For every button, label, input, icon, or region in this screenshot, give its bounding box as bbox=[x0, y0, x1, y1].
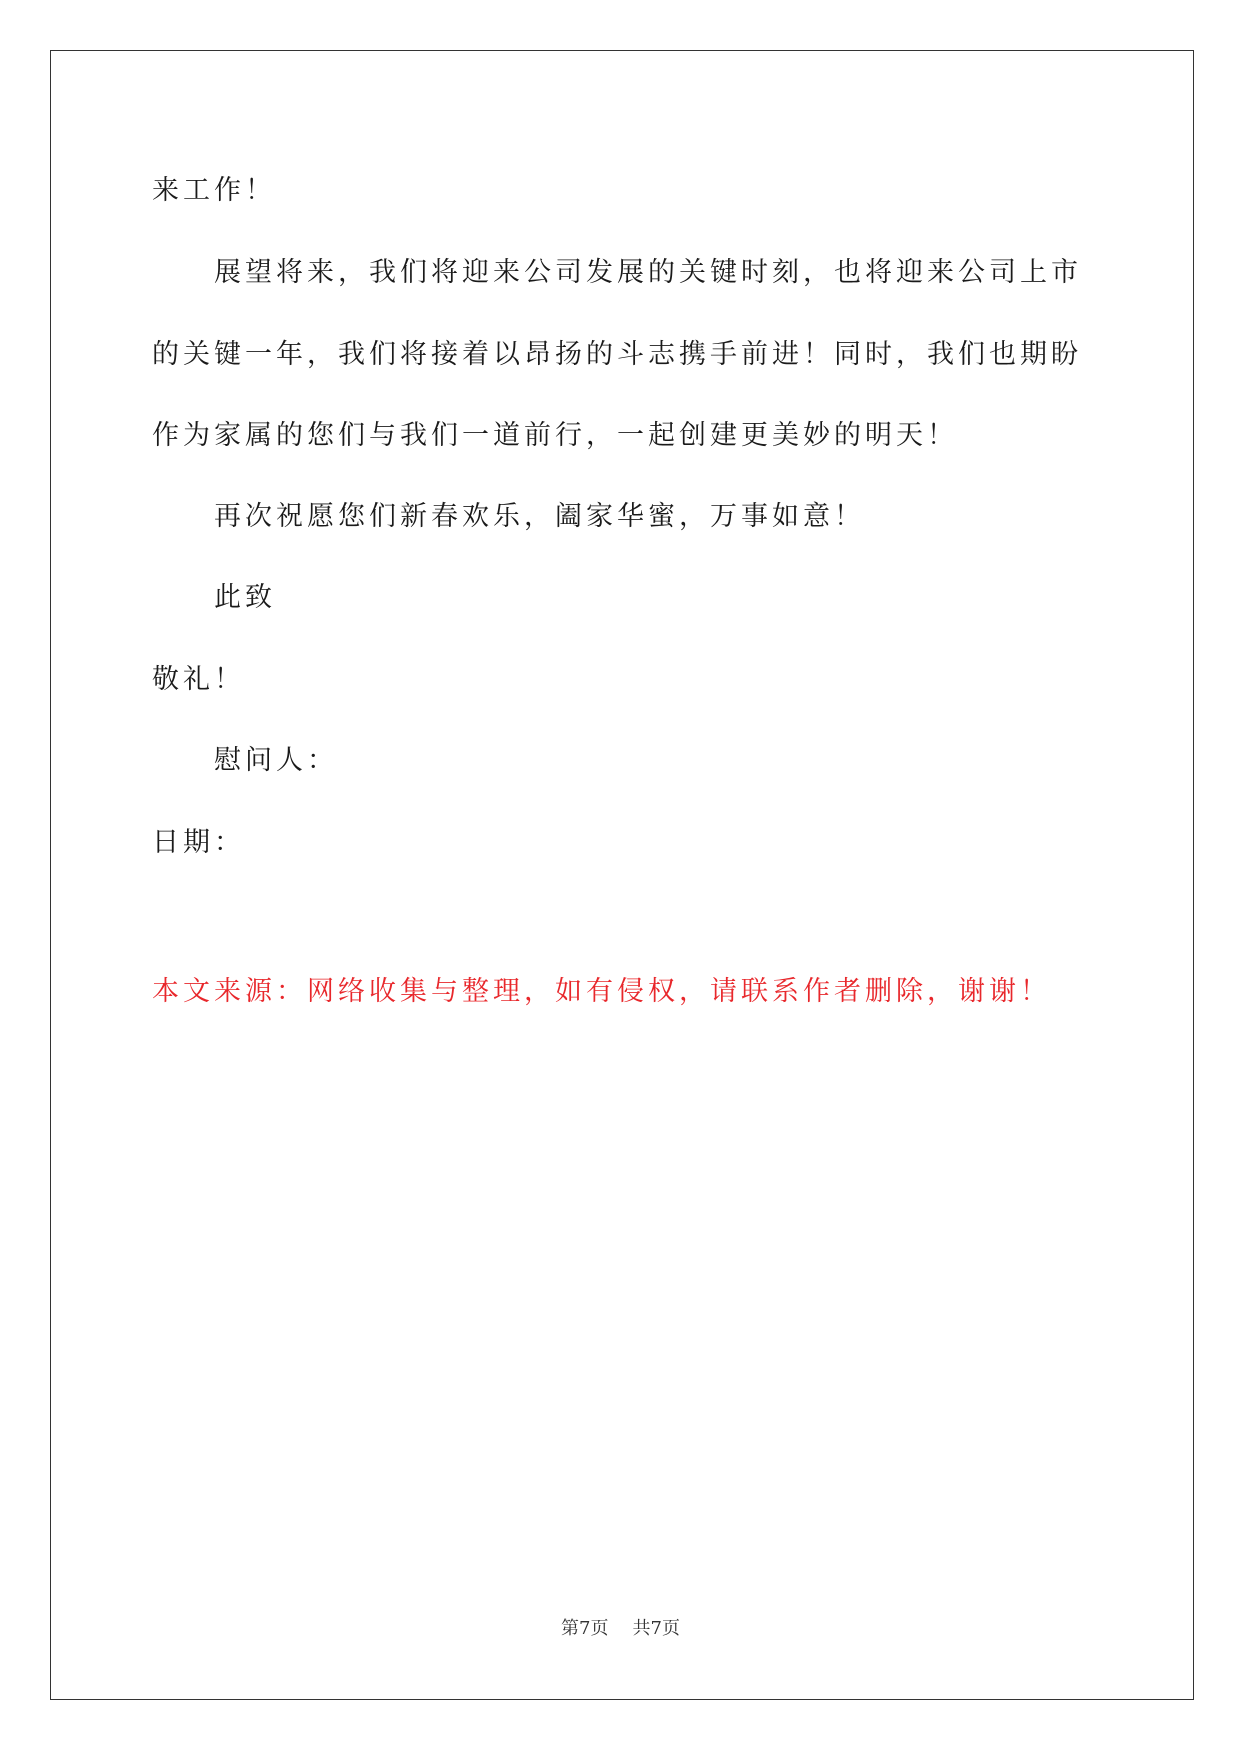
page-frame bbox=[50, 50, 1194, 1700]
date-label: 日期： bbox=[152, 827, 245, 858]
signer-label: 慰问人： bbox=[214, 745, 338, 776]
closing-regards: 敬礼！ bbox=[152, 664, 245, 695]
body-line-3: 的关键一年，我们将接着以昂扬的斗志携手前进！同时，我们也期盼 bbox=[152, 339, 1082, 370]
page-total: 共7页 bbox=[632, 1618, 680, 1639]
body-line-4: 作为家属的您们与我们一道前行，一起创建更美妙的明天！ bbox=[152, 420, 958, 451]
page-footer bbox=[0, 1614, 1241, 1640]
source-note: 本文来源：网络收集与整理，如有侵权，请联系作者删除，谢谢！ bbox=[152, 976, 1051, 1007]
closing-salutation: 此致 bbox=[214, 582, 276, 613]
body-line-5: 再次祝愿您们新春欢乐，阖家华蜜，万事如意！ bbox=[214, 501, 865, 532]
page-current: 第7页 bbox=[561, 1618, 609, 1639]
body-line-1: 来工作！ bbox=[152, 175, 276, 206]
body-line-2: 展望将来，我们将迎来公司发展的关键时刻，也将迎来公司上市 bbox=[214, 257, 1082, 288]
